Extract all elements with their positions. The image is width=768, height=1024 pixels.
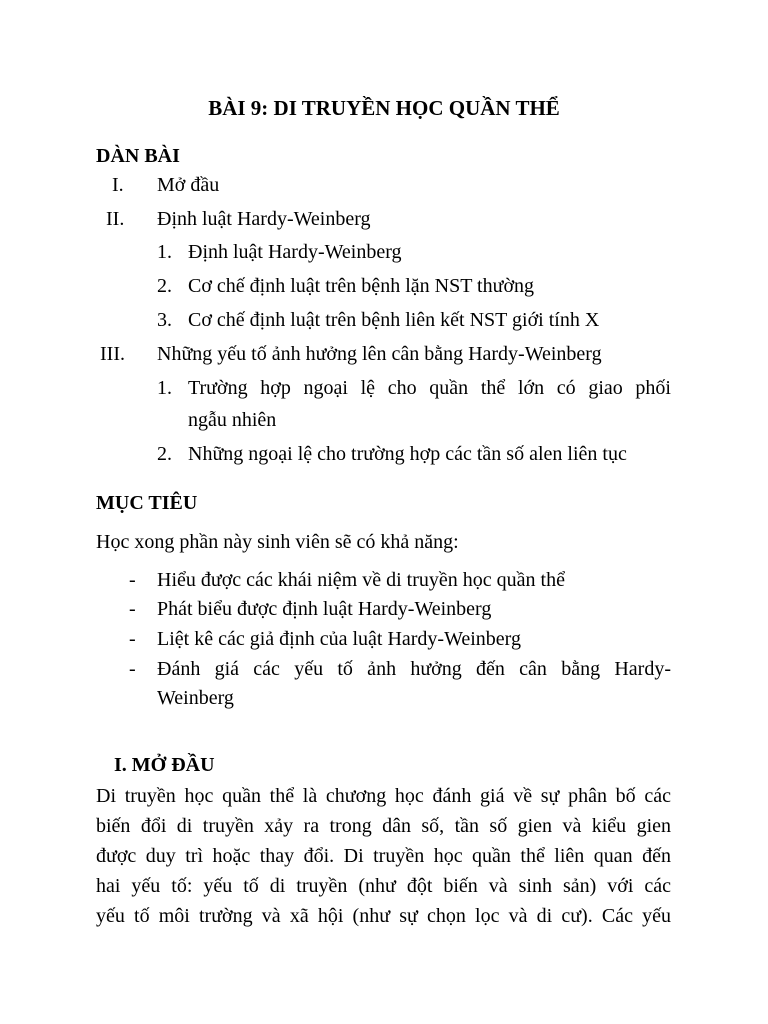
outline-sub-item: Những ngoại lệ cho trường hợp các tần số alen liên tục [188,443,627,465]
outline-sub-item-line: Trường hợp ngoại lệ cho quần thể lớn có giao phối [188,377,671,399]
bullet-dash: - [129,628,136,650]
outline-sub-item: Cơ chế định luật trên bệnh liên kết NST giới tính X [188,309,600,331]
bullet-dash: - [129,569,136,591]
page-title: BÀI 9: DI TRUYỀN HỌC QUẦN THỂ [208,96,560,120]
outline-sub-num: 2. [157,443,172,465]
objective-item: Phát biểu được định luật Hardy-Weinberg [157,598,492,620]
objectives-intro: Học xong phần này sinh viên sẽ có khả năng: [96,531,459,553]
section-heading: I. MỞ ĐẦU [114,754,215,776]
outline-sub-num: 2. [157,275,172,297]
objective-item: Liệt kê các giả định của luật Hardy-Weinberg [157,628,521,650]
outline-sub-item: Định luật Hardy-Weinberg [188,241,402,263]
outline-heading: DÀN BÀI [96,145,180,167]
paragraph-line: biến đổi di truyền xảy ra trong dân số, tần số gien và kiểu gien [96,815,671,837]
paragraph-line: được duy trì hoặc thay đổi. Di truyền học quần thể liên quan đến [96,845,671,867]
bullet-dash: - [129,598,136,620]
bullet-dash: - [129,658,136,680]
outline-item-2: Định luật Hardy-Weinberg [157,208,371,230]
outline-numeral-2: II. [106,208,125,230]
objective-item-line: Weinberg [157,687,234,709]
objectives-heading: MỤC TIÊU [96,492,198,514]
objective-item-line: Đánh giá các yếu tố ảnh hưởng đến cân bằng Hardy- [157,658,671,680]
outline-sub-num: 1. [157,241,172,263]
outline-item-1: Mở đầu [157,174,220,196]
objective-item: Hiểu được các khái niệm về di truyền học quần thể [157,569,565,591]
paragraph-line: hai yếu tố: yếu tố di truyền (như đột biến và sinh sản) với các [96,875,671,897]
outline-numeral-1: I. [112,174,124,196]
outline-sub-item: Cơ chế định luật trên bệnh lặn NST thường [188,275,535,297]
outline-sub-num: 3. [157,309,172,331]
paragraph-line: Di truyền học quần thể là chương học đánh giá về sự phân bố các [96,785,671,807]
outline-item-3: Những yếu tố ảnh hưởng lên cân bằng Hardy-Weinberg [157,343,602,365]
outline-sub-num: 1. [157,377,172,399]
paragraph-line: yếu tố môi trường và xã hội (như sự chọn lọc và di cư). Các yếu [96,905,671,927]
outline-numeral-3: III. [100,343,125,365]
outline-sub-item-line: ngẫu nhiên [188,409,277,431]
